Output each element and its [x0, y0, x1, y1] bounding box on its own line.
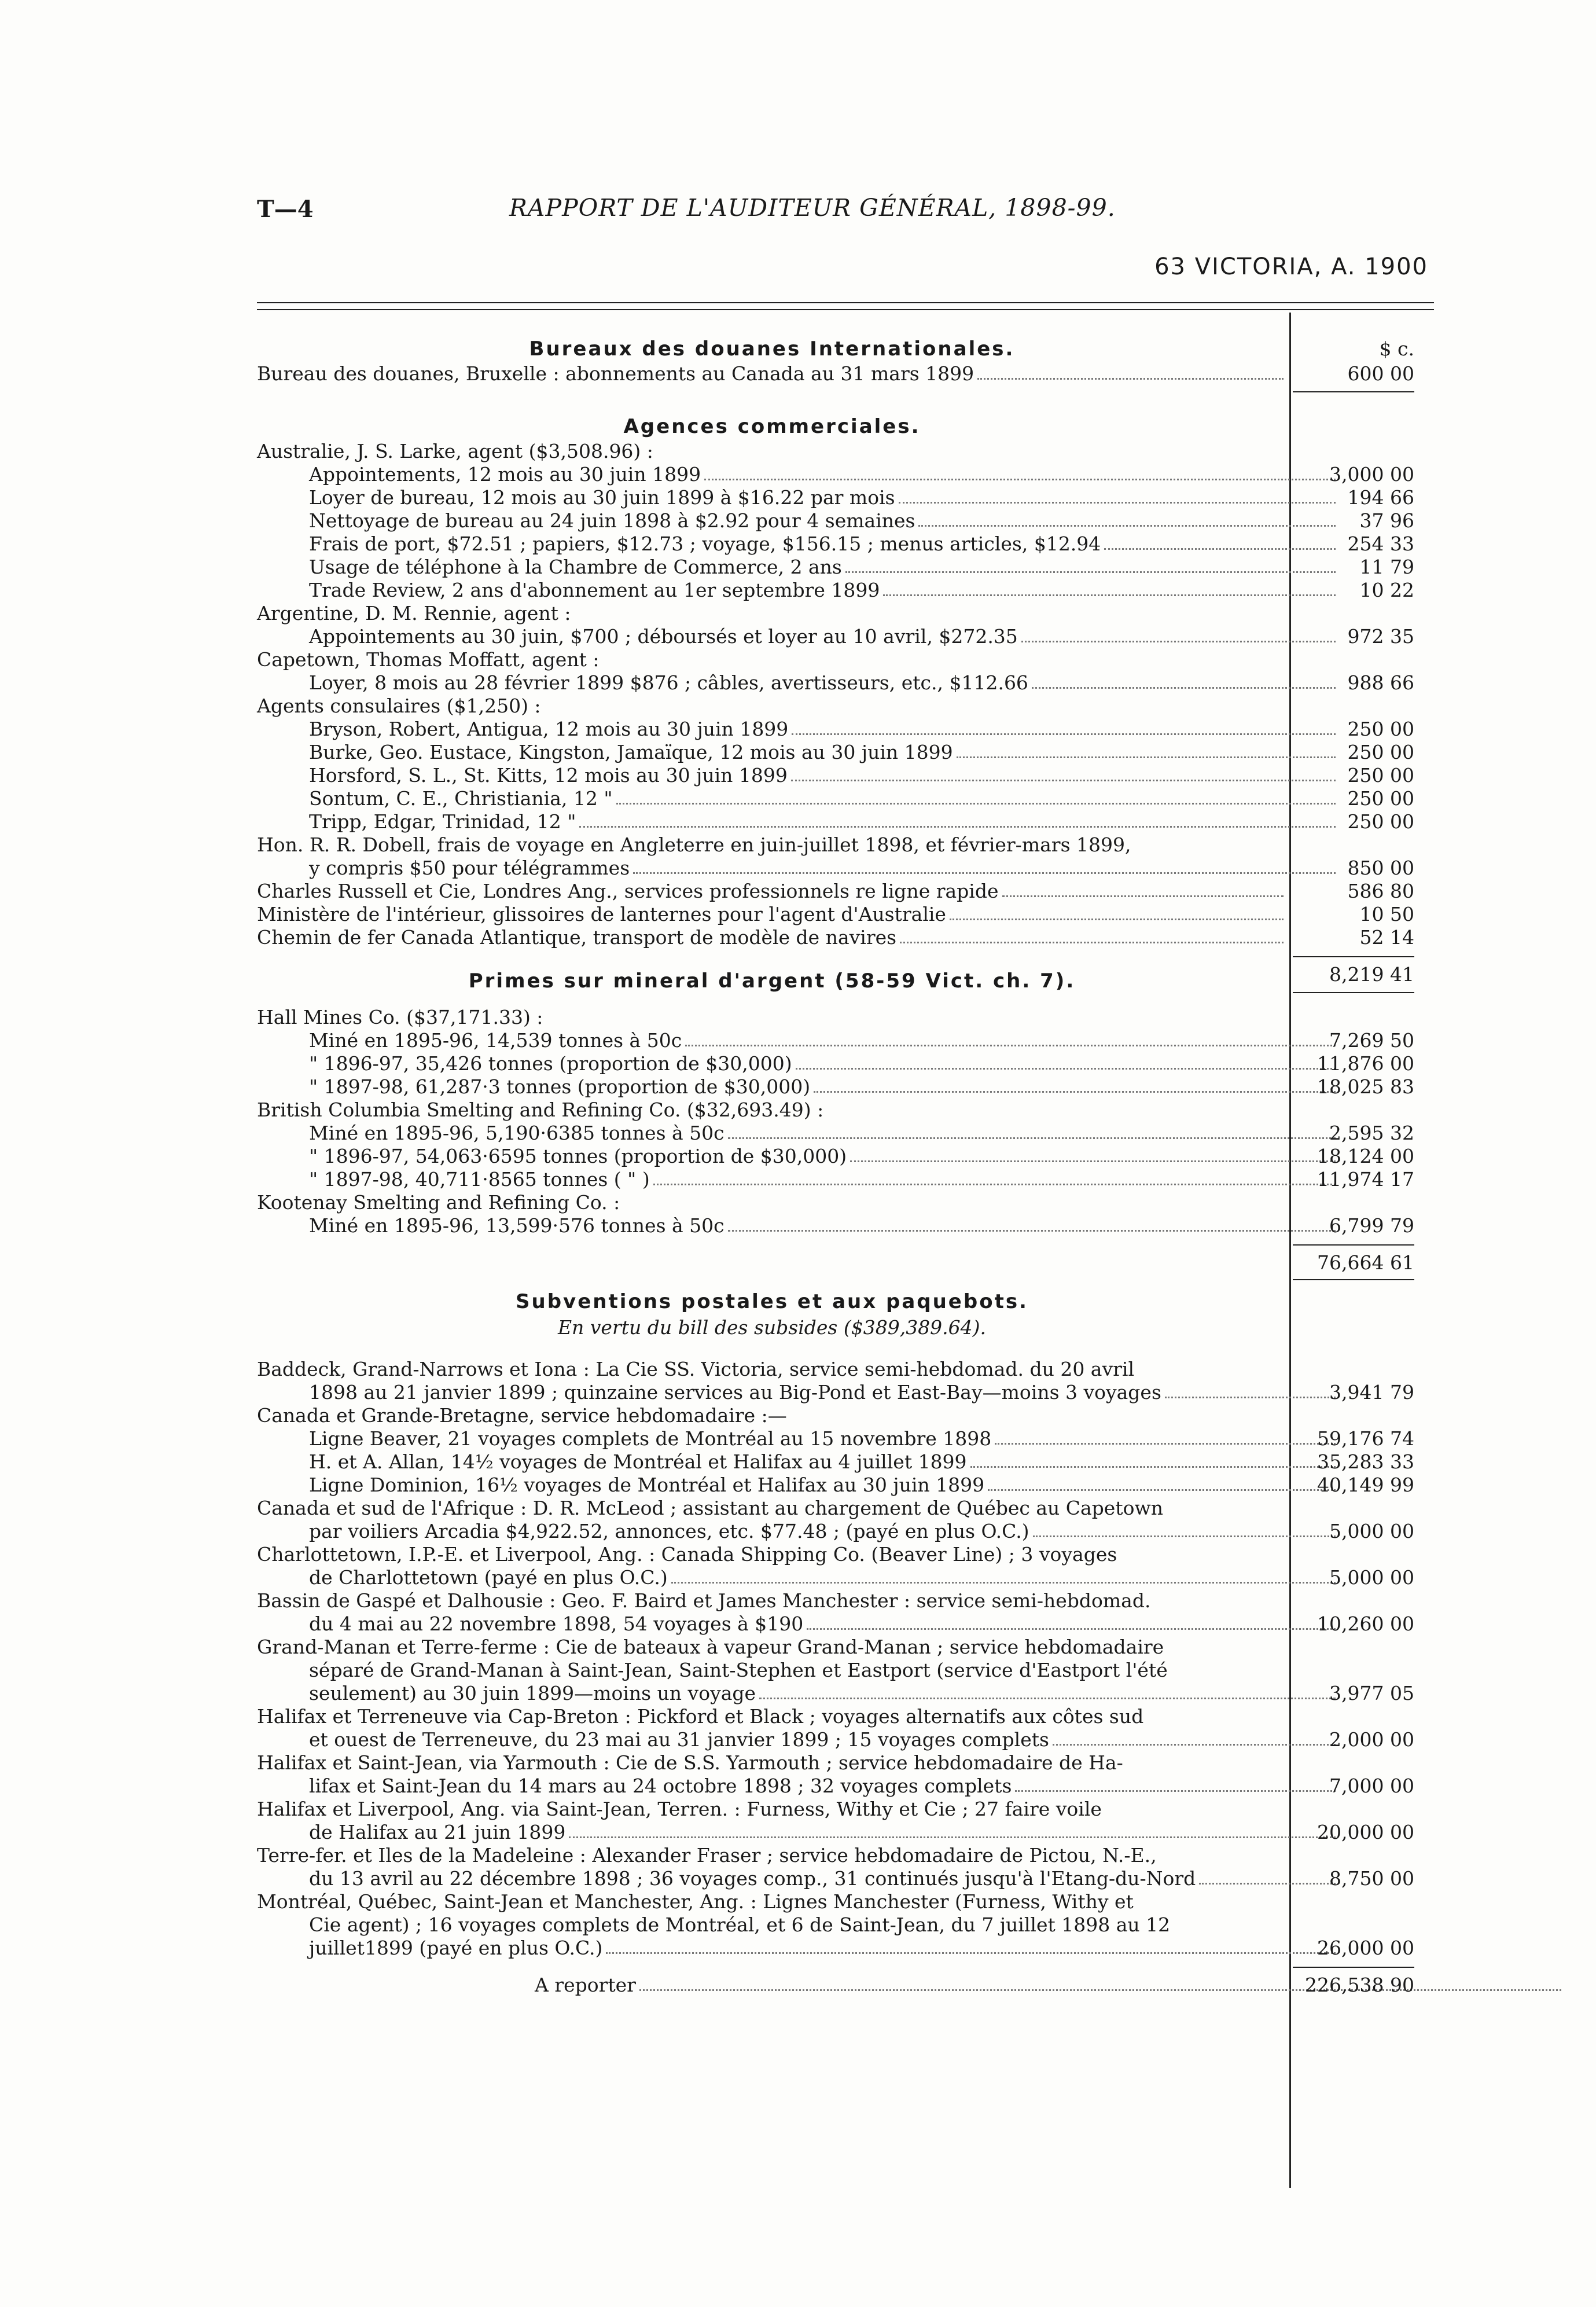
ledger-line-amount: 40,149 99: [1317, 1474, 1414, 1496]
ledger-line: [257, 579, 1414, 602]
ledger-line-text: lifax et Saint-Jean du 14 mars au 24 octobre 1898 ; 32 voyages complets: [309, 1775, 1012, 1797]
ledger-line: [257, 1821, 1414, 1844]
ledger-line-amount: 2,595 32: [1329, 1122, 1414, 1144]
ledger-line-text: y compris $50 pour télégrammes: [309, 857, 630, 879]
ledger-line-amount: 194 66: [1347, 486, 1414, 509]
ledger-line: [257, 857, 1414, 880]
ledger-line: [257, 1751, 1287, 1775]
ledger-line-amount: 11,876 00: [1317, 1052, 1414, 1075]
ledger-line-text: Trade Review, 2 ans d'abonnement au 1er septembre 1899: [309, 579, 880, 601]
ledger-line: [257, 1844, 1287, 1867]
ledger-line: [257, 602, 1287, 625]
session-label: 63 VICTORIA, A. 1900: [1154, 254, 1428, 280]
running-title: RAPPORT DE L'AUDITEUR GÉNÉRAL, 1898-99.: [509, 194, 1116, 222]
ledger-line: [257, 1474, 1414, 1497]
ledger-line-text: Kootenay Smelting and Refining Co. :: [257, 1191, 620, 1214]
ledger-line-text: " 1897-98, 40,711·8565 tonnes ( " ): [309, 1168, 650, 1191]
carry-forward-line: [257, 1974, 1565, 1997]
ledger-line-amount: 20,000 00: [1317, 1821, 1414, 1843]
ledger-line-text: Frais de port, $72.51 ; papiers, $12.73 ; voyage, $156.15 ; menus articles, $12.94: [309, 532, 1101, 555]
ledger-line-text: Hall Mines Co. ($37,171.33) :: [257, 1006, 543, 1028]
ledger-line: [257, 486, 1414, 509]
ledger-line-text: juillet1899 (payé en plus O.C.): [309, 1937, 603, 1959]
ledger-line-text: " 1897-98, 61,287·3 tonnes (proportion de $30,000): [309, 1075, 811, 1098]
ledger-line-text: Sontum, C. E., Christiania, 12 ": [309, 787, 613, 810]
ledger-line: [257, 880, 1414, 903]
ledger-line: [257, 440, 1287, 463]
ledger-line-text: Terre-fer. et Iles de la Madeleine : Alexander Fraser ; service hebdomadaire de Pictou, N.-E.,: [257, 1844, 1157, 1867]
ledger-line-amount: 5,000 00: [1329, 1520, 1414, 1542]
ledger-line: [257, 671, 1414, 695]
ledger-line-text: par voiliers Arcadia $4,922.52, annonces, etc. $77.48 ; (payé en plus O.C.): [309, 1520, 1029, 1542]
carry-forward-amount: 226,538 90: [1305, 1974, 1414, 1996]
ledger-line: [257, 1099, 1287, 1122]
ledger-line-text: Capetown, Thomas Moffatt, agent :: [257, 648, 600, 671]
ledger-line: [257, 556, 1414, 579]
ledger-line: [257, 695, 1287, 718]
subtotal-rule: [1293, 956, 1414, 957]
page-number: T—4: [257, 196, 314, 223]
ledger-line-text: " 1896-97, 35,426 tonnes (proportion de $30,000): [309, 1052, 792, 1075]
ledger-line-text: de Halifax au 21 juin 1899: [309, 1821, 566, 1843]
ledger-line: [257, 1122, 1414, 1145]
section-heading-bureaux: Bureaux des douanes Internationales.: [529, 337, 1015, 361]
ledger-line: [257, 1890, 1287, 1913]
ledger-line: [257, 625, 1414, 648]
ledger-line-text: " 1896-97, 54,063·6595 tonnes (proportion de $30,000): [309, 1145, 847, 1167]
ledger-line-text: Loyer de bureau, 12 mois au 30 juin 1899 à $16.22 par mois: [309, 486, 895, 509]
ledger-line: [257, 1168, 1414, 1191]
primes-lines: [257, 1006, 1553, 1237]
ledger-line: [257, 764, 1414, 787]
ledger-line-amount: 35,283 33: [1317, 1450, 1414, 1473]
ledger-line: [257, 741, 1414, 764]
ledger-line-text: Loyer, 8 mois au 28 février 1899 $876 ; câbles, avertisseurs, etc., $112.66: [309, 671, 1028, 694]
ledger-line-amount: 18,025 83: [1317, 1075, 1414, 1098]
subtotal-rule: [1293, 1244, 1414, 1246]
ledger-line-text: Bureau des douanes, Bruxelle : abonnements au Canada au 31 mars 1899: [257, 362, 974, 385]
ledger-line: [257, 926, 1414, 949]
ledger-line-amount: 3,977 05: [1329, 1682, 1414, 1704]
ledger-line-text: Montréal, Québec, Saint-Jean et Manchester, Ang. : Lignes Manchester (Furness, Withy et: [257, 1890, 1134, 1913]
total-rule: [1293, 992, 1414, 993]
ledger-line-amount: 10 50: [1359, 903, 1414, 925]
ledger-line-amount: 10 22: [1359, 579, 1414, 601]
ledger-line-amount: 26,000 00: [1317, 1937, 1414, 1959]
ledger-line-amount: 2,000 00: [1329, 1728, 1414, 1751]
ledger-line: [257, 1052, 1414, 1075]
ledger-line: [257, 1867, 1414, 1890]
ledger-line-text: Hon. R. R. Dobell, frais de voyage en Angleterre en juin-juillet 1898, et février-mars 1899,: [257, 833, 1131, 856]
ledger-line-text: Bryson, Robert, Antigua, 12 mois au 30 juin 1899: [309, 718, 789, 740]
ledger-line-text: Australie, J. S. Larke, agent ($3,508.96) :: [257, 440, 653, 462]
ledger-line-text: Miné en 1895-96, 5,190·6385 tonnes à 50c: [309, 1122, 725, 1144]
ledger-line-text: Baddeck, Grand-Narrows et Iona : La Cie SS. Victoria, service semi-hebdomad. du 20 avril: [257, 1358, 1135, 1380]
ledger-line-amount: 850 00: [1347, 857, 1414, 879]
ledger-line-amount: 586 80: [1347, 880, 1414, 902]
ledger-line-amount: 972 35: [1347, 625, 1414, 648]
ledger-line: [257, 509, 1414, 532]
ledger-line-amount: 7,269 50: [1329, 1029, 1414, 1052]
section-heading-primes: Primes sur mineral d'argent (58-59 Vict. ch. 7).: [468, 969, 1076, 993]
ledger-line: [257, 1520, 1414, 1543]
ledger-line-text: Appointements, 12 mois au 30 juin 1899: [309, 463, 701, 486]
header-rule: [257, 302, 1434, 310]
ledger-line-text: de Charlottetown (payé en plus O.C.): [309, 1566, 668, 1589]
ledger-line-text: Burke, Geo. Eustace, Kingston, Jamaïque, 12 mois au 30 juin 1899: [309, 741, 953, 763]
agences-total: 8,219 41: [1329, 963, 1414, 986]
ledger-line-text: Nettoyage de bureau au 24 juin 1898 à $2.92 pour 4 semaines: [309, 509, 915, 532]
ledger-line: [257, 1682, 1414, 1705]
ledger-line-amount: 10,260 00: [1317, 1612, 1414, 1635]
ledger-line: [257, 1427, 1414, 1450]
ledger-line-text: Charles Russell et Cie, Londres Ang., services professionnels re ligne rapide: [257, 880, 999, 902]
ledger-line-text: Miné en 1895-96, 13,599·576 tonnes à 50c: [309, 1214, 725, 1237]
ledger-line-text: Ligne Dominion, 16½ voyages de Montréal et Halifax au 30 juin 1899: [309, 1474, 985, 1496]
ledger-line-text: 1898 au 21 janvier 1899 ; quinzaine services au Big-Pond et East-Bay—moins 3 voyages: [309, 1381, 1161, 1404]
ledger-line: [257, 1913, 1339, 1937]
ledger-line: [257, 1937, 1414, 1960]
ledger-line-text: et ouest de Terreneuve, du 23 mai au 31 janvier 1899 ; 15 voyages complets: [309, 1728, 1049, 1751]
ledger-line: [257, 1191, 1287, 1214]
ledger-line: [257, 787, 1414, 810]
ledger-line: [257, 718, 1414, 741]
column-head: $ c.: [1379, 337, 1414, 360]
subtotal-rule: [1293, 391, 1414, 392]
primes-total: 76,664 61: [1317, 1251, 1414, 1274]
ledger-line: [257, 1775, 1414, 1798]
ledger-line-amount: 8,750 00: [1329, 1867, 1414, 1890]
ledger: [257, 336, 1553, 1997]
ledger-line-text: H. et A. Allan, 14½ voyages de Montréal et Halifax au 4 juillet 1899: [309, 1450, 967, 1473]
ledger-line-text: Halifax et Saint-Jean, via Yarmouth : Cie de S.S. Yarmouth ; service hebdomadaire de Ha-: [257, 1751, 1123, 1774]
ledger-line-text: Horsford, S. L., St. Kitts, 12 mois au 30 juin 1899: [309, 764, 788, 787]
section-heading-subventions: Subventions postales et aux paquebots.: [516, 1290, 1028, 1313]
ledger-line: [257, 1636, 1287, 1659]
ledger-line-text: séparé de Grand-Manan à Saint-Jean, Saint-Stephen et Eastport (service d'Eastport l'été: [309, 1659, 1168, 1681]
ledger-line-text: Appointements au 30 juin, $700 ; déboursés et loyer au 10 avril, $272.35: [309, 625, 1018, 648]
ledger-line-text: Cie agent) ; 16 voyages complets de Montréal, et 6 de Saint-Jean, du 7 juillet 1898 au 12: [309, 1913, 1171, 1936]
ledger-line: [257, 1006, 1287, 1029]
ledger-line-amount: 59,176 74: [1317, 1427, 1414, 1450]
ledger-line-amount: 250 00: [1347, 718, 1414, 740]
ledger-line-text: Canada et Grande-Bretagne, service hebdomadaire :—: [257, 1404, 787, 1427]
ledger-line: [257, 1075, 1414, 1099]
ledger-line-text: Bassin de Gaspé et Dalhousie : Geo. F. Baird et James Manchester : service semi-hebdomad.: [257, 1589, 1151, 1612]
ledger-line: [257, 648, 1287, 671]
ledger-line-text: Halifax et Liverpool, Ang. via Saint-Jean, Terren. : Furness, Withy et Cie ; 27 faire voile: [257, 1798, 1102, 1820]
ledger-line-amount: 52 14: [1359, 926, 1414, 949]
ledger-line: [257, 532, 1414, 556]
ledger-line-amount: 5,000 00: [1329, 1566, 1414, 1589]
ledger-line-amount: 37 96: [1359, 509, 1414, 532]
ledger-line-text: Argentine, D. M. Rennie, agent :: [257, 602, 571, 624]
section-subheading: En vertu du bill des subsides ($389,389.64).: [557, 1316, 987, 1339]
ledger-line-text: du 13 avril au 22 décembre 1898 ; 36 voyages comp., 31 continués jusqu'à l'Etang-du-Nord: [309, 1867, 1196, 1890]
total-rule: [1293, 1279, 1414, 1280]
ledger-line-text: British Columbia Smelting and Refining Co. ($32,693.49) :: [257, 1099, 824, 1121]
ledger-line: [257, 463, 1414, 486]
ledger-line: [257, 1029, 1414, 1052]
ledger-line: [257, 1705, 1287, 1728]
ledger-line-text: Tripp, Edgar, Trinidad, 12 ": [309, 810, 576, 833]
ledger-line-amount: 6,799 79: [1329, 1214, 1414, 1237]
ledger-line-text: du 4 mai au 22 novembre 1898, 54 voyages à $190: [309, 1612, 804, 1635]
ledger-line-text: Ministère de l'intérieur, glissoires de lanternes pour l'agent d'Australie: [257, 903, 946, 925]
ledger-line: [257, 903, 1414, 926]
ledger-line-amount: 254 33: [1347, 532, 1414, 555]
ledger-line-text: Canada et sud de l'Afrique : D. R. McLeod ; assistant au chargement de Québec au Capetown: [257, 1497, 1163, 1519]
ledger-line-amount: 600 00: [1347, 362, 1414, 385]
ledger-line-amount: 250 00: [1347, 764, 1414, 787]
ledger-line-amount: 18,124 00: [1317, 1145, 1414, 1167]
ledger-line-text: Charlottetown, I.P.-E. et Liverpool, Ang. : Canada Shipping Co. (Beaver Line) ; 3 voyages: [257, 1543, 1117, 1566]
subventions-lines: [257, 1358, 1553, 1960]
ledger-line: [257, 810, 1414, 833]
ledger-line-amount: 250 00: [1347, 787, 1414, 810]
ledger-line-amount: 250 00: [1347, 741, 1414, 763]
ledger-line: [257, 1566, 1414, 1589]
ledger-line-amount: 3,000 00: [1329, 463, 1414, 486]
ledger-line-text: Usage de téléphone à la Chambre de Commerce, 2 ans: [309, 556, 842, 578]
ledger-line-amount: 11 79: [1359, 556, 1414, 578]
ledger-line-text: Chemin de fer Canada Atlantique, transport de modèle de navires: [257, 926, 897, 949]
ledger-line-text: Miné en 1895-96, 14,539 tonnes à 50c: [309, 1029, 682, 1052]
ledger-line: [257, 1214, 1414, 1237]
ledger-line: [257, 362, 1414, 385]
ledger-line-text: Agents consulaires ($1,250) :: [257, 695, 541, 717]
ledger-line-text: seulement) au 30 juin 1899—moins un voyage: [309, 1682, 756, 1704]
carry-forward-label: A reporter: [535, 1974, 636, 1996]
ledger-line: [257, 1543, 1287, 1566]
ledger-line: [257, 833, 1287, 857]
ledger-line-amount: 250 00: [1347, 810, 1414, 833]
agences-lines: [257, 440, 1553, 949]
ledger-line-text: Grand-Manan et Terre-ferme : Cie de bateaux à vapeur Grand-Manan ; service hebdomadaire: [257, 1636, 1164, 1658]
ledger-line-text: Ligne Beaver, 21 voyages complets de Montréal au 15 novembre 1898: [309, 1427, 992, 1450]
ledger-line: [257, 1798, 1287, 1821]
ledger-line: [257, 1404, 1287, 1427]
ledger-line: [257, 1358, 1287, 1381]
subtotal-rule: [1293, 1967, 1414, 1968]
ledger-line-amount: 3,941 79: [1329, 1381, 1414, 1404]
ledger-line: [257, 1612, 1414, 1636]
ledger-line-amount: 7,000 00: [1329, 1775, 1414, 1797]
ledger-line-amount: 988 66: [1347, 671, 1414, 694]
ledger-line: [257, 1145, 1414, 1168]
ledger-line: [257, 1381, 1414, 1404]
ledger-line-text: Halifax et Terreneuve via Cap-Breton : Pickford et Black ; voyages alternatifs aux côtes sud: [257, 1705, 1144, 1728]
ledger-line: [257, 1728, 1414, 1751]
ledger-line: [257, 1589, 1287, 1612]
section-heading-agences: Agences commerciales.: [623, 415, 921, 438]
ledger-line: [257, 1659, 1339, 1682]
ledger-line: [257, 1450, 1414, 1474]
ledger-line: [257, 1497, 1287, 1520]
ledger-line-amount: 11,974 17: [1317, 1168, 1414, 1191]
